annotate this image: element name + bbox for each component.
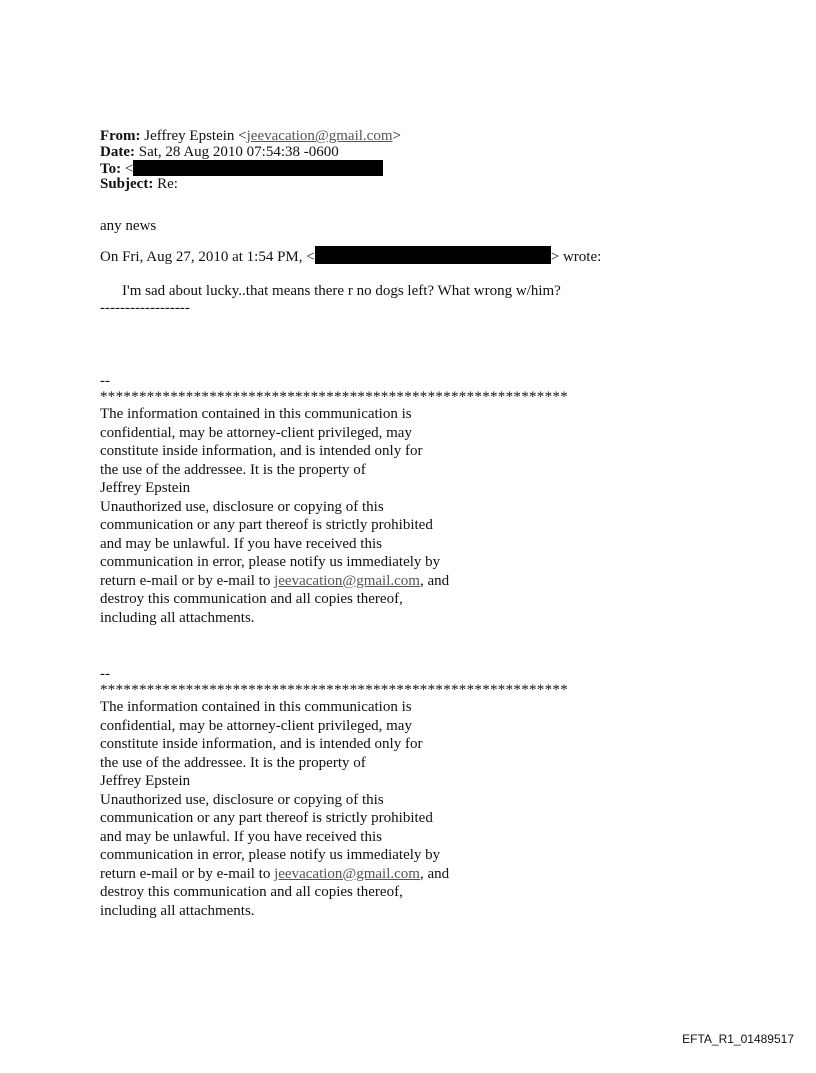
to-label: To:: [100, 161, 122, 177]
disclaimer-line: the use of the addressee. It is the property of: [100, 461, 366, 478]
disclaimer-email-link[interactable]: jeevacation@gmail.com: [274, 865, 420, 882]
disclaimer-line: constitute inside information, and is intended only for: [100, 443, 423, 459]
disclaimer-line: communication in error, please notify us immediately by: [100, 847, 441, 863]
quote-intro-prefix: On Fri, Aug 27, 2010 at 1:54 PM, <: [100, 249, 315, 265]
disclaimer-line: communication or any part thereof is strictly prohibited: [100, 517, 433, 533]
email-header: [100, 128, 401, 192]
disclaimer-line: [100, 865, 568, 884]
disclaimer-line: confidential, may be attorney-client privileged, may: [100, 717, 412, 734]
stars-divider: ************************************************************: [100, 682, 568, 698]
from-name: Jeffrey Epstein: [144, 128, 235, 144]
return-suffix: , and: [419, 572, 450, 589]
return-suffix: , and: [419, 865, 450, 882]
separator: ------------------: [100, 300, 190, 316]
quote-intro: [100, 246, 601, 265]
date-value: Sat, 28 Aug 2010 07:54:38 -0600: [138, 144, 339, 160]
disclaimer-line: Unauthorized use, disclosure or copying of this: [100, 498, 384, 515]
disclaimer-line: The information contained in this communication is: [100, 406, 412, 422]
from-email-link[interactable]: jeevacation@gmail.com: [246, 128, 393, 144]
signature-dash: --: [100, 373, 110, 389]
disclaimer-line: Jeffrey Epstein: [100, 773, 191, 789]
subject-value: Re:: [157, 176, 178, 192]
disclaimer-line: constitute inside information, and is intended only for: [100, 736, 423, 752]
stars-divider: ************************************************************: [100, 389, 568, 405]
disclaimer-line: [100, 572, 568, 591]
disclaimer-line: destroy this communication and all copies thereof,: [100, 591, 403, 607]
from-line: From: Jeffrey Epstein <jeevacation@gmail.com>: [100, 128, 401, 144]
return-prefix: return e-mail or by e-mail to: [100, 572, 275, 589]
message-body: any news: [100, 218, 157, 234]
disclaimer-line: including all attachments.: [100, 609, 255, 626]
disclaimer-line: communication or any part thereof is strictly prohibited: [100, 810, 433, 826]
disclaimer-block-2: [100, 666, 568, 920]
date-line: [100, 144, 401, 160]
disclaimer-line: and may be unlawful. If you have received this: [100, 828, 382, 845]
disclaimer-email-link[interactable]: jeevacation@gmail.com: [274, 572, 420, 589]
to-line: [100, 160, 401, 176]
to-prefix: <: [124, 161, 134, 177]
disclaimer-line: Jeffrey Epstein: [100, 480, 191, 496]
subject-line: [100, 176, 401, 192]
return-prefix: return e-mail or by e-mail to: [100, 865, 275, 882]
disclaimer-line: The information contained in this communication is: [100, 699, 412, 715]
from-label: From:: [100, 128, 141, 144]
date-label: Date:: [100, 144, 135, 160]
disclaimer-line: confidential, may be attorney-client privileged, may: [100, 424, 412, 441]
subject-label: Subject:: [100, 176, 154, 192]
disclaimer-line: and may be unlawful. If you have received this: [100, 535, 382, 552]
disclaimer-block-1: [100, 373, 568, 627]
disclaimer-line: communication in error, please notify us immediately by: [100, 554, 441, 570]
disclaimer-line: Unauthorized use, disclosure or copying of this: [100, 791, 384, 808]
quote-intro-suffix: > wrote:: [550, 249, 602, 265]
signature-dash: --: [100, 666, 110, 682]
disclaimer-line: the use of the addressee. It is the property of: [100, 754, 366, 771]
redaction-box: [133, 160, 383, 176]
quoted-text: I'm sad about lucky..that means there r no dogs left? What wrong w/him?: [122, 283, 561, 299]
disclaimer-line: destroy this communication and all copies thereof,: [100, 884, 403, 900]
redaction-box: [315, 246, 551, 264]
disclaimer-line: including all attachments.: [100, 902, 255, 919]
document-id: EFTA_R1_01489517: [682, 1032, 794, 1046]
